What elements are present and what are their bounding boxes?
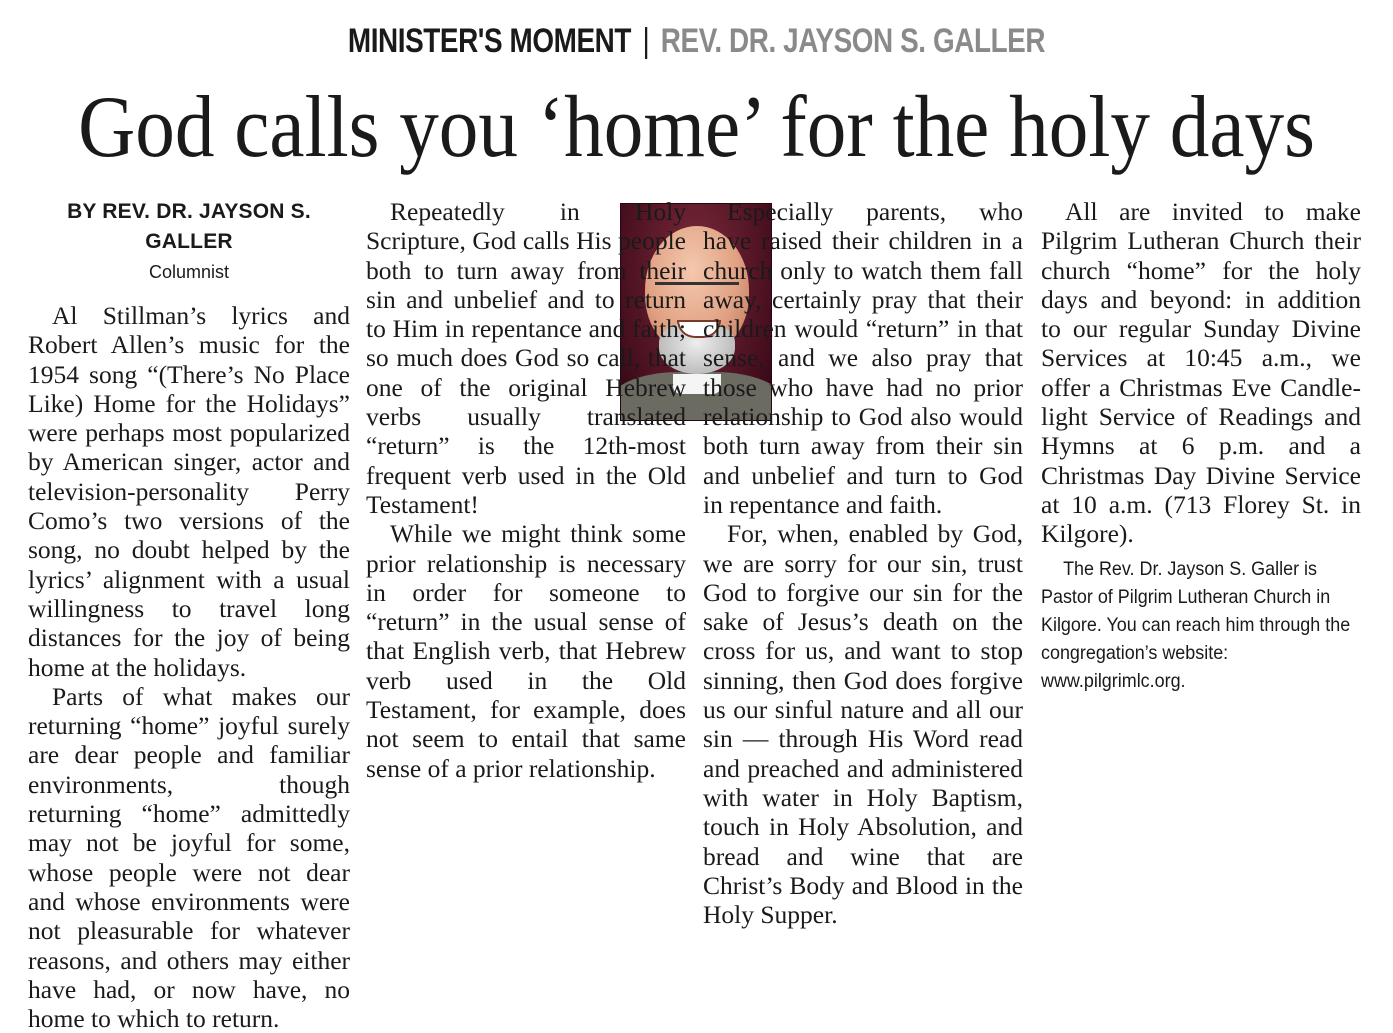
paragraph-2: Parts of what makes our returning “home” joyful surely are dear people and familiar environments, though returning “home” admittedly may not be joyful for some, whose people were not dear and whose environments were not pleasurable for whatever reasons, and others may either have had, or now have, no home to which to return.	[28, 681, 350, 1033]
paragraph-5: Especially parents, who have raised their children in a church only to watch them fall away, certainly pray that their children would “return” in that sense, and we also pray that those who have had no prior relationship to God also would both turn away from their sin and unbelief and turn to God in repentance and faith.	[703, 197, 1023, 519]
paragraph-4: While we might think some prior relationship is necessary in order for someone to “return” in the usual sense of that English verb, that Hebrew verb used in the Old Testament, for example, does not seem to entail that same sense of a prior relationship.	[366, 519, 686, 783]
section-header	[125, 22, 1267, 61]
column-2	[366, 197, 686, 783]
paragraph-7: All are invited to make Pilgrim Lutheran Church their church “home” for the holy days and beyond: in addition to our regular Sunday Divine Services at 10:45 a.m., we offer a Christmas Eve Candlelight Service of Readings and Hymns at 6 p.m. and a Christmas Day Divine Service at 10 a.m. (713 Florey St. in Kilgore).	[1041, 197, 1361, 549]
byline-role: Columnist	[148, 262, 230, 282]
header-separator: |	[642, 22, 650, 60]
paragraph-3: Repeatedly in Holy Scripture, God calls His people both to turn away from their sin and unbelief and to return to Him in repentance and faith; so much does God so call, that one of the original Hebrew verbs usually translated “return” is the 12th-most frequent verb used in the Old Testament!	[366, 197, 686, 519]
section-name: MINISTER'S MOMENT	[347, 22, 631, 60]
byline-author: BY REV. DR. JAYSON S. GALLER	[67, 200, 311, 253]
column-1	[28, 197, 350, 1033]
author-tagline: The Rev. Dr. Jayson S. Galler is Pastor of Pilgrim Lutheran Church in Kilgore. You can reach him through the congregation’s website: www.pilgrimlc.org.	[1041, 557, 1351, 692]
headline: God calls you ‘home’ for the holy days	[78, 79, 1315, 176]
header-author: REV. DR. JAYSON S. GALLER	[660, 22, 1046, 60]
paragraph-6: For, when, enabled by God, we are sorry for our sin, trust God to forgive our sin for the sake of Jesus’s death on the cross for us, and want to stop sinning, then God does forgive us our sinful nature and all our sin — through His Word read and preached and administered with water in Holy Baptism, touch in Holy Absolution, and bread and wine that are Christ’s Body and Blood in the Holy Supper.	[703, 519, 1023, 930]
column-4	[1041, 197, 1361, 695]
column-3	[703, 197, 1023, 929]
paragraph-1: Al Stillman’s lyrics and Robert Allen’s music for the 1954 song “(There’s No Place Like) Home for the Holidays” were perhaps most popularized by American singer, actor and television-personality Perry Como’s two versions of the song, no doubt helped by the lyrics’ alignment with a usual willingness to travel long distances for the joy of being home at the holidays.	[28, 301, 350, 682]
